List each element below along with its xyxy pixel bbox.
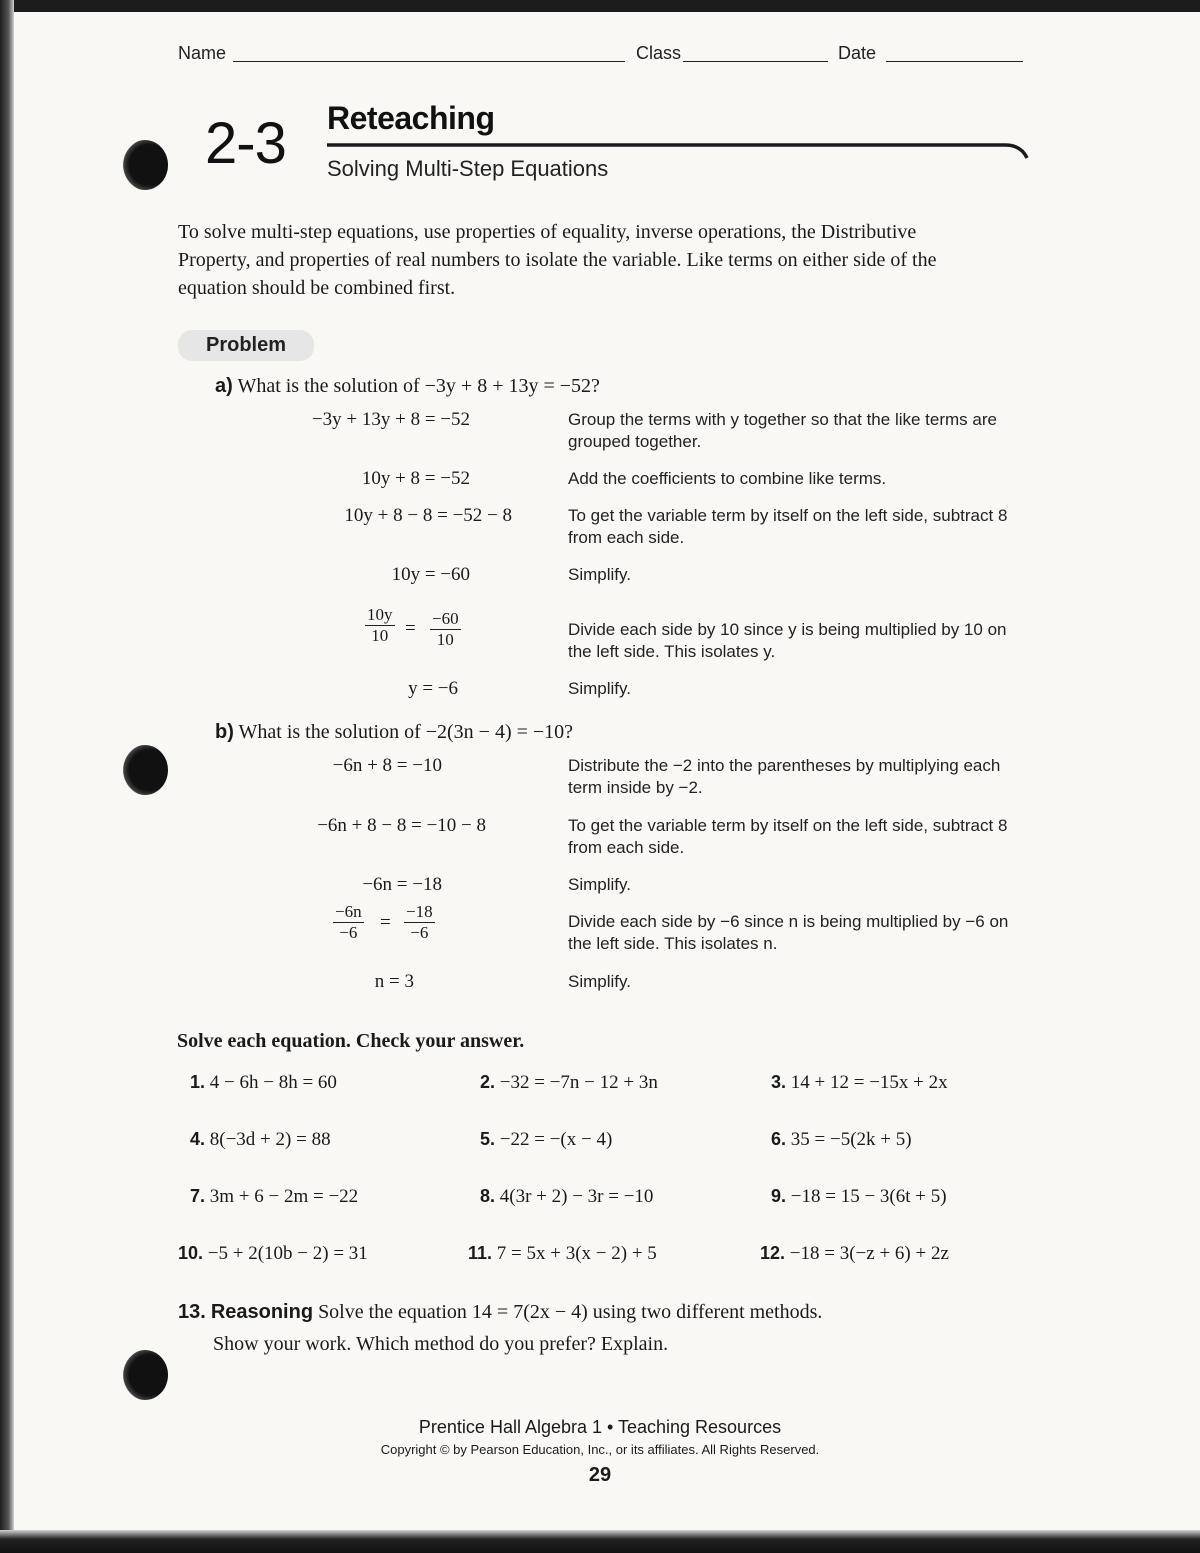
exercise-number: 8. bbox=[480, 1186, 496, 1206]
exercise-item bbox=[190, 1186, 358, 1208]
step-note: Divide each side by 10 since y is being multiplied by 10 on the left side. This isolates y. bbox=[568, 620, 1007, 661]
step-equation: 10y + 8 = −52 bbox=[361, 468, 470, 489]
fraction-numerator: −6n bbox=[335, 902, 362, 921]
exercise-number: 3. bbox=[771, 1072, 787, 1092]
fraction-right bbox=[404, 902, 435, 943]
name-label: Name bbox=[178, 43, 227, 63]
step-note: To get the variable term by itself on the left side, subtract 8 from each side. bbox=[568, 506, 1008, 547]
exercise-number: 6. bbox=[771, 1129, 787, 1149]
step-equation: −6n + 8 − 8 = −10 − 8 bbox=[317, 815, 486, 836]
fraction-numerator: 10y bbox=[367, 605, 393, 624]
exercise-number: 5. bbox=[480, 1129, 496, 1149]
equals-sign: = bbox=[405, 618, 416, 639]
step-equation: −6n = −18 bbox=[362, 874, 442, 895]
exercise-number: 11. bbox=[468, 1243, 493, 1263]
exercise-number: 10. bbox=[178, 1243, 204, 1263]
page-edge-left bbox=[0, 0, 14, 1553]
step-equation: 10y = −60 bbox=[391, 564, 470, 585]
exercise-equation: −18 = 15 − 3(6t + 5) bbox=[790, 1186, 947, 1207]
reasoning-line-2: Show your work. Which method do you prefer? Explain. bbox=[213, 1333, 669, 1355]
step-equation: −6n + 8 = −10 bbox=[332, 755, 442, 776]
page-edge-top bbox=[0, 0, 1200, 12]
reasoning-question bbox=[178, 1296, 822, 1328]
fraction-denominator: −6 bbox=[410, 923, 429, 942]
exercise-number: 7. bbox=[190, 1186, 206, 1206]
exercise-equation: 7 = 5x + 3(x − 2) + 5 bbox=[496, 1243, 657, 1264]
fraction-denominator: −6 bbox=[339, 923, 358, 942]
part-b-label: b) bbox=[215, 721, 234, 743]
exercise-item bbox=[468, 1243, 657, 1265]
exercise-item bbox=[480, 1072, 658, 1094]
binder-hole-icon bbox=[122, 140, 168, 190]
page-number: 29 bbox=[588, 1464, 612, 1486]
exercise-number: 2. bbox=[480, 1072, 496, 1092]
fraction-left bbox=[333, 902, 364, 943]
fraction-denominator: 10 bbox=[436, 630, 454, 649]
fraction-numerator: −18 bbox=[406, 902, 433, 921]
part-b-question bbox=[215, 721, 573, 744]
equals-sign: = bbox=[380, 912, 391, 933]
exercise-equation: −22 = −(x − 4) bbox=[499, 1129, 613, 1150]
lesson-number: 2-3 bbox=[205, 111, 286, 176]
binder-hole-icon bbox=[122, 1350, 168, 1400]
exercise-instructions: Solve each equation. Check your answer. bbox=[177, 1030, 525, 1052]
exercise-item bbox=[760, 1243, 949, 1265]
class-label: Class bbox=[636, 43, 682, 63]
fraction-numerator: −60 bbox=[432, 609, 459, 628]
problem-label: Problem bbox=[178, 330, 314, 361]
exercise-item bbox=[771, 1129, 912, 1151]
exercise-item bbox=[480, 1186, 653, 1208]
step-note: Simplify. bbox=[568, 565, 631, 584]
exercise-item bbox=[771, 1072, 948, 1094]
step-note: Simplify. bbox=[568, 875, 631, 894]
exercise-equation: 3m + 6 − 2m = −22 bbox=[209, 1186, 359, 1207]
exercise-item bbox=[771, 1186, 947, 1208]
date-field[interactable] bbox=[886, 61, 1023, 62]
fraction-denominator: 10 bbox=[371, 626, 389, 645]
exercise-equation: −18 = 3(−z + 6) + 2z bbox=[789, 1243, 949, 1264]
step-note: Group the terms with y together so that the like terms are grouped together. bbox=[568, 410, 997, 451]
step-note: Divide each side by −6 since n is being multiplied by −6 on the left side. This isolates n. bbox=[568, 912, 1009, 953]
fraction-right bbox=[430, 609, 461, 650]
step-note: Distribute the −2 into the parentheses by multiplying each term inside by −2. bbox=[568, 756, 1001, 797]
exercise-item bbox=[190, 1072, 337, 1094]
part-a-label: a) bbox=[215, 375, 233, 397]
footer-copyright: Copyright © by Pearson Education, Inc., or its affiliates. All Rights Reserved. bbox=[380, 1442, 820, 1457]
fraction-left bbox=[365, 605, 395, 646]
exercise-number: 9. bbox=[771, 1186, 787, 1206]
exercise-equation: −5 + 2(10b − 2) = 31 bbox=[207, 1243, 368, 1264]
page-edge-bottom bbox=[0, 1530, 1200, 1553]
exercise-equation: 4(3r + 2) − 3r = −10 bbox=[499, 1186, 654, 1207]
step-equation: y = −6 bbox=[408, 678, 458, 699]
exercise-number: 4. bbox=[190, 1129, 206, 1149]
exercise-number: 12. bbox=[760, 1243, 786, 1263]
reasoning-label: Reasoning bbox=[210, 1301, 314, 1323]
exercise-equation: 14 + 12 = −15x + 2x bbox=[790, 1072, 948, 1093]
step-note: Simplify. bbox=[568, 679, 631, 698]
part-b-question-text: What is the solution of −2(3n − 4) = −10? bbox=[238, 721, 574, 743]
part-a-question-text: What is the solution of −3y + 8 + 13y = −52? bbox=[237, 375, 600, 397]
exercise-number: 1. bbox=[190, 1072, 206, 1092]
exercise-item bbox=[190, 1129, 331, 1151]
exercise-item bbox=[178, 1243, 368, 1265]
name-field[interactable] bbox=[233, 61, 625, 62]
exercise-equation: 35 = −5(2k + 5) bbox=[790, 1129, 912, 1150]
footer-book-title: Prentice Hall Algebra 1 • Teaching Resources bbox=[418, 1417, 782, 1437]
exercise-item bbox=[480, 1129, 612, 1151]
step-note: To get the variable term by itself on the left side, subtract 8 from each side. bbox=[568, 816, 1008, 857]
step-note: Simplify. bbox=[568, 972, 631, 991]
exercise-equation: −32 = −7n − 12 + 3n bbox=[499, 1072, 658, 1093]
reasoning-line-1: Solve the equation 14 = 7(2x − 4) using two different methods. bbox=[318, 1301, 823, 1323]
intro-paragraph: To solve multi-step equations, use properties of equality, inverse operations, the Distributive Property, and properties of real numbers to isolate the variable. Like terms on either side of the equation should be combined first. bbox=[178, 221, 937, 299]
part-a-question bbox=[215, 375, 600, 398]
exercise-equation: 8(−3d + 2) = 88 bbox=[209, 1129, 331, 1150]
step-note: Add the coefficients to combine like terms. bbox=[568, 469, 887, 488]
class-field[interactable] bbox=[683, 61, 828, 62]
step-equation: 10y + 8 − 8 = −52 − 8 bbox=[344, 505, 512, 526]
step-equation: −3y + 13y + 8 = −52 bbox=[311, 409, 470, 430]
exercise-equation: 4 − 6h − 8h = 60 bbox=[209, 1072, 337, 1093]
binder-hole-icon bbox=[122, 745, 168, 795]
exercise-number: 13. bbox=[178, 1301, 206, 1323]
page-title: Reteaching bbox=[327, 100, 495, 136]
step-equation: n = 3 bbox=[374, 971, 414, 992]
page-subtitle: Solving Multi-Step Equations bbox=[327, 156, 609, 181]
date-label: Date bbox=[838, 43, 877, 63]
